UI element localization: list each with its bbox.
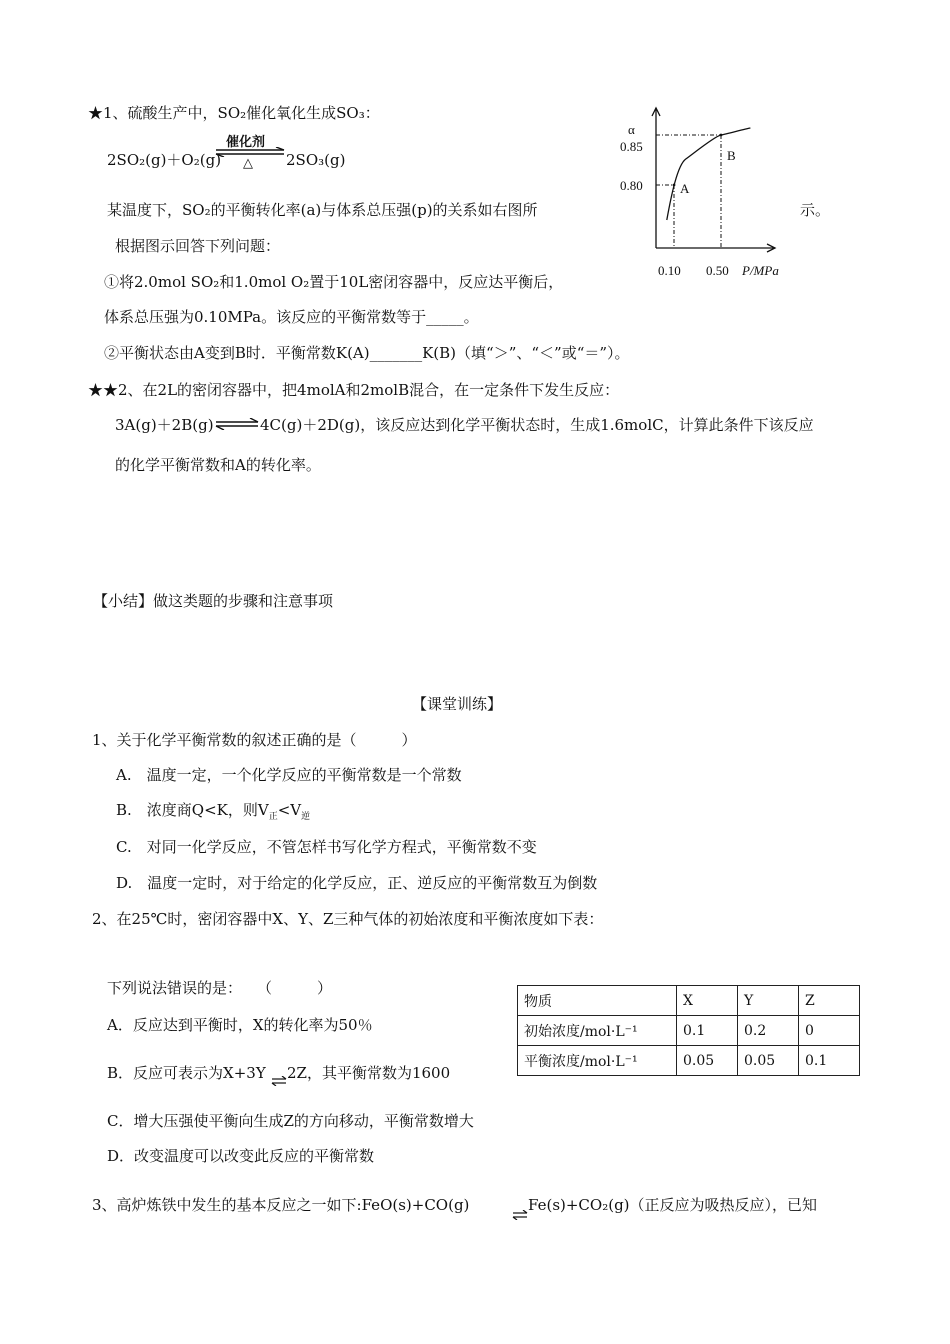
- q1-line4: 根据图示回答下列问题：: [115, 237, 281, 255]
- table-row: [518, 1046, 860, 1076]
- data-point-a: [673, 184, 676, 187]
- t1-option-a: A. 温度一定，一个化学反应的平衡常数是一个常数: [116, 766, 462, 784]
- catalyst-label: 催化剂: [226, 135, 266, 150]
- table-cell: 0.05: [677, 1046, 738, 1076]
- q1-line3a: 某温度下，SO₂的平衡转化率(a)与体系总压强(p)的关系如右图所: [107, 201, 538, 219]
- q2-line2: 4C(g)＋2D(g)，该反应达到化学平衡状态时，生成1.6molC，计算此条件下该反应: [260, 416, 814, 434]
- q1-line5: ①将2.0mol SO₂和1.0mol O₂置于10L密闭容器中，反应达平衡后，: [104, 273, 564, 291]
- subscript-reverse: 逆: [301, 812, 311, 822]
- table-row: [518, 1016, 860, 1046]
- table-header-cell: Z: [799, 986, 860, 1016]
- table-cell: 平衡浓度/mol·L⁻¹: [518, 1046, 677, 1076]
- t1-stem: 1、关于化学平衡常数的叙述正确的是（ ）: [92, 731, 417, 749]
- t1-option-b-mid: <V: [277, 801, 302, 819]
- table-cell: 0.1: [677, 1016, 738, 1046]
- concentration-table: [517, 985, 860, 1076]
- point-label-a: A: [680, 181, 690, 196]
- q2-line1: ★★2、在2L的密闭容器中，把4molA和2molB混合，在一定条件下发生反应：: [88, 381, 620, 399]
- subscript-forward: 正: [268, 812, 278, 822]
- t2-stem: 2、在25℃时，密闭容器中X、Y、Z三种气体的初始浓度和平衡浓度如下表：: [92, 910, 604, 928]
- x-axis-label: P/MPa: [742, 263, 779, 278]
- t3-right: Fe(s)+CO₂(g)（正反应为吸热反应），已知: [528, 1196, 818, 1214]
- table-cell: 0.2: [738, 1016, 799, 1046]
- t1-option-c: C. 对同一化学反应，不管怎样书写化学方程式，平衡常数不变: [116, 838, 537, 856]
- t1-option-b-text: B. 浓度商Q<K，则V: [116, 801, 269, 819]
- table-header-cell: Y: [738, 986, 799, 1016]
- reversible-arrow-icon: [271, 1076, 287, 1086]
- q1-line1: ★1、硫酸生产中，SO₂催化氧化生成SO₃：: [88, 104, 380, 122]
- q1-equation-left: 2SO₂(g)＋O₂(g): [107, 151, 222, 169]
- q2-line3: 的化学平衡常数和A的转化率。: [115, 456, 321, 474]
- table-cell: 0.05: [738, 1046, 799, 1076]
- reversible-arrow-icon: [512, 1210, 528, 1220]
- table-cell: 0.1: [799, 1046, 860, 1076]
- x-tick-0.50: 0.50: [706, 263, 729, 278]
- t3-left: 3、高炉炼铁中发生的基本反应之一如下:FeO(s)+CO(g): [92, 1196, 470, 1214]
- table-header-cell: X: [677, 986, 738, 1016]
- q1-equation-right: 2SO₃(g): [286, 151, 346, 169]
- q1-line6: 体系总压强为0.10MPa。该反应的平衡常数等于_____。: [104, 308, 479, 326]
- t2-ask: 下列说法错误的是： （ ）: [107, 979, 333, 997]
- table-cell: 0: [799, 1016, 860, 1046]
- y-tick-0.80: 0.80: [620, 178, 643, 193]
- y-axis-label: α: [628, 122, 635, 137]
- t2-option-d: D．改变温度可以改变此反应的平衡常数: [107, 1147, 375, 1165]
- series-curve: [667, 128, 751, 220]
- t1-option-b: [116, 800, 310, 827]
- t2-option-b-left: B．反应可表示为X+3Y: [107, 1064, 266, 1082]
- t2-option-a: A．反应达到平衡时，X的转化率为50％: [107, 1016, 373, 1034]
- t2-option-c: C．增大压强使平衡向生成Z的方向移动，平衡常数增大: [107, 1112, 474, 1130]
- summary-heading: 【小结】做这类题的步骤和注意事项: [93, 592, 334, 610]
- q1-line3b: 示。: [800, 201, 831, 219]
- x-tick-0.10: 0.10: [658, 263, 681, 278]
- data-point-b: [720, 134, 723, 137]
- table-header-cell: 物质: [518, 986, 677, 1016]
- q1-line7: ②平衡状态由A变到B时．平衡常数K(A)_______K(B)（填“＞”、“＜”或“＝”）。: [104, 344, 630, 362]
- alpha-pressure-chart: [615, 100, 790, 280]
- t2-option-b-right: 2Z，其平衡常数为1600: [287, 1064, 451, 1082]
- y-tick-0.85: 0.85: [620, 139, 643, 154]
- t1-option-d: D. 温度一定时，对于给定的化学反应，正、逆反应的平衡常数互为倒数: [116, 874, 598, 892]
- section-title: 【课堂训练】: [412, 695, 503, 713]
- table-cell: 初始浓度/mol·L⁻¹: [518, 1016, 677, 1046]
- point-label-b: B: [727, 148, 736, 163]
- heat-symbol: △: [243, 156, 253, 171]
- table-header-row: [518, 986, 860, 1016]
- reversible-arrow-icon: [214, 418, 260, 430]
- q2-equation-left: 3A(g)＋2B(g): [115, 416, 214, 434]
